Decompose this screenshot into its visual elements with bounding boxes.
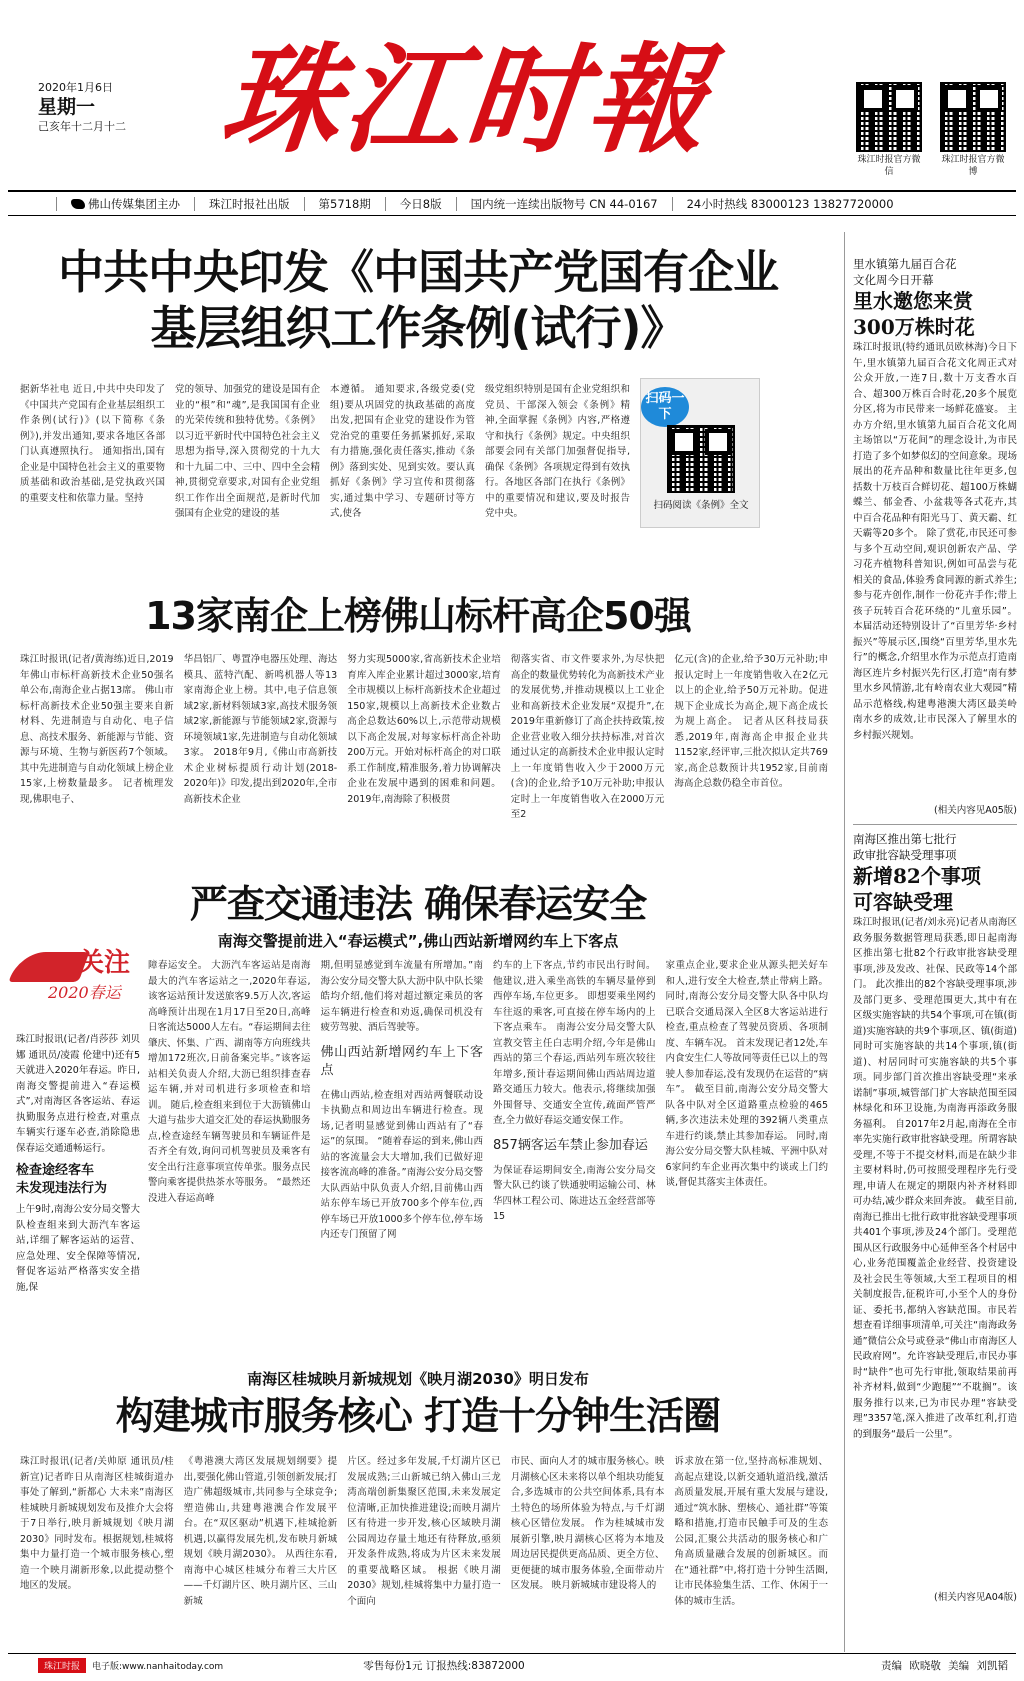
sidebar-kicker: 政审批容缺受理事项 xyxy=(853,848,957,862)
footer xyxy=(8,1653,1016,1677)
logo-subtitle: 2020春运 xyxy=(48,983,121,1002)
sidebar-kicker: 文化周今日开幕 xyxy=(853,273,934,287)
article3-headline[interactable]: 严查交通违法 确保春运安全 xyxy=(189,882,647,926)
sidebar-kicker: 南海区推出第七批行 xyxy=(853,832,957,846)
article-column: 约车的上下客点,节约市民出行时间。他建议,进入乘坐高铁的车辆尽量停到西停车场,车位更多。 即想要乘坐网约车往返的乘客,可直接在停车场内的上下客点乘车。 南海公安分局交警大队宣教交管主任白志明介绍,今年是佛山西站的第三个春运,西站列车班次较往年增多,预计春运期间佛山西站周边道路交通压力较大。他表示,将继续加强外围督导、交通安全宣传,疏面严管严查,全力做好春运交通安保工作。 xyxy=(493,960,656,1126)
qr-code-icon xyxy=(856,82,922,152)
article3-left-column xyxy=(16,1032,140,1295)
article4-subheadline: 南海区桂城映月新城规划《映月湖2030》明日发布 xyxy=(247,1370,589,1388)
article2-headline[interactable]: 13家南企上榜佛山标杆高企50强 xyxy=(145,594,691,638)
sidebar-story-2[interactable] xyxy=(853,824,1017,1603)
hotline: 24小时热线 83000123 13827720000 xyxy=(686,196,894,211)
qr-label: 珠江时报官方微博 xyxy=(941,155,1005,177)
headline-line: 中共中央印发《中国共产党国有企业 xyxy=(58,245,778,299)
article-column: 上午9时,南海公安分局交警大队检查组来到大沥汽车客运站,详细了解客运站的运营、应急处理、安全保障等情况,督促客运站严格落实安全措施,保 xyxy=(16,1204,140,1293)
weibo-qr[interactable] xyxy=(938,82,1008,178)
article1-headline[interactable] xyxy=(8,244,828,356)
article-column: 珠江时报讯(记者/关帅原 通讯员/桂新宣)记者昨日从南海区桂城街道办事处了解到,“新都心 大未来”南海区桂城映月新城规划发布及推介大会将于7日举行,映月新城规划《映月湖2030》同时发布。根据规划,桂城将集中力量打造一个城市服务核心,塑造一个映月湖新形象,以此提动整个地区的发展。 xyxy=(20,1456,174,1591)
article-column-group xyxy=(493,958,656,1338)
article-column: 亿元(含)的企业,给予30万元补助;申报认定时上一年度销售收入在2亿元以上的企业,给予50万元补助。促进规下企业成长为高企,规下高企成长为规上高企。 记者从区科技局获悉,2019年,南海高企申报企业共1152家,经评审,三批次拟认定共769家,高企总数预计共1952家,目前南海高企总数仍稳全市首位。 xyxy=(674,654,828,789)
media-group-logo-icon xyxy=(71,199,85,209)
article4-body xyxy=(20,1454,828,1622)
article-column: 市民、面向人才的城市服务核心。映月湖核心区未来将以单个组块功能复合,多选城市的公共空间体系,具有本土特色的场所体验为特点,与千灯湖核心区错位发展。 作为桂城城市发展新引擎,映月湖核心区将为本地及周边居民提供更高品质、更全方位、更便捷的城市服务体验,全面带动片区发展。 映月新城城市建设将人的 xyxy=(510,1456,665,1591)
info-bar xyxy=(8,190,1016,216)
article3-subheadline: 南海交警提前进入“春运模式”,佛山西站新增网约车上下客点 xyxy=(217,932,619,950)
article-column-group xyxy=(321,958,484,1338)
issue-number: 第5718期 xyxy=(305,197,386,211)
epaper-link[interactable]: 电子版:www.nanhaitoday.com xyxy=(92,1662,224,1672)
qr-label: 珠江时报官方微信 xyxy=(857,155,921,177)
qr-code-icon xyxy=(940,82,1006,152)
sponsor: 佛山传媒集团主办 xyxy=(88,196,180,211)
article-column: 本遵循。 通知要求,各级党委(党组)要从巩固党的执政基础的高度出发,把国有企业党的建设作为管党治党的重要任务抓紧抓好,采取有力措施,强化责任落实,推动《条例》落到实处、见到实效。要认真抓好《条例》学习宣传和贯彻落实,通过集中学习、专题研讨等方式,使各 xyxy=(330,384,475,519)
article-column: 期,但明显感觉到车流量有所增加。”南海公安分局交警大队大沥中队中队长梁皓均介绍,他们将对超过额定乘员的客运车辆进行检查和劝返,确保司机没有疲劳驾驶、酒后驾驶等。 xyxy=(320,960,483,1033)
sidebar-body: 珠江时报讯(特约通讯员欧林海)今日下午,里水镇第九届百合花文化周正式对公众开放,一连7日,数十万支香水百合、超300万株百合时花,20多个展览分区,将为市民带来一场鲜花盛宴。 主办方介绍,里水镇第九届百合花文化周主场馆以“万花间”的理念设计,为市民打造了多个如梦似幻的空间意象。现场展出的花卉品种和数量比往年更多,包括数十万枝百合鲜切花、超100万株蝴蝶兰、郁金香、小盆栽等各式花卉,其中百合花品种有阳光马丁、黄天霸、红天霸等20多个。 除了赏花,市民还可参与多个互动空间,观识创新农产品、学习花卉植物科普知识,例如可品尝与花相关的食品,体验秀食同源的新式养生;参与花卉创作,制作一份花卉手作;带上孩子玩转百合花环绕的“儿童乐园”。 本届活动还特别设计了“百里芳华·乡村振兴”等展示区,围绕“百里芳华,里水先行”的概念,介绍里水作为示范点打造南海区连片乡村振兴先行区,打造“南有梦里水乡风情游,北有岭南农业大观园”精品示范格线,构建粤港澳大湾区最美岭南水乡的成效,让市民深入了解里水的乡村振兴规划。 xyxy=(853,342,1017,741)
article1-qr-box[interactable] xyxy=(640,378,760,528)
sidebar-story-1[interactable] xyxy=(853,256,1017,816)
article-column: 为保证春运期间安全,南海公安分局交警大队已约谈了铁通驶明运输公司、林华四林工程公司、陈进达五金经营部等15 xyxy=(493,1164,656,1222)
article-column: 级党组织特别是国有企业党组织和党员、干部深入领会《条例》精神,全面掌握《条例》内容,严格遵守和执行《条例》规定。中央组织部要会同有关部门加强督促指导,确保《条例》各项规定得到有效执行。各地区各部门在执行《条例》中的重要情况和建议,要及时报告党中央。 xyxy=(485,384,630,519)
article-column: 珠江时报讯(记者/肖莎莎 刘贝娜 通讯员/凌霞 伦建中)还有5天就进入2020年春运。昨日,南海交警提前进入“春运模式”,对南海区各客运站、春运执勤服务点进行检查,对重点车辆实行逐车必查,消除隐患保春运交通通畅运行。 xyxy=(16,1034,140,1154)
logo-title: 关注 xyxy=(78,948,131,978)
chunyun-logo xyxy=(8,936,140,1020)
sidebar-ref: (相关内容见A05版) xyxy=(934,805,1017,816)
article1-body xyxy=(20,382,630,534)
sidebar-ref: (相关内容见A04版) xyxy=(934,1592,1017,1603)
article4-headline[interactable]: 构建城市服务核心 打造十分钟生活圈 xyxy=(115,1394,721,1438)
price-info: 零售每份1元 订报热线:83872000 xyxy=(363,1660,525,1672)
cn-number: 国内统一连续出版物号 CN 44-0167 xyxy=(457,197,673,211)
sidebar-title: 300万株时花 xyxy=(853,315,975,339)
sidebar-title: 里水邀您来赏 xyxy=(853,289,973,313)
section-subhead: 857辆客运车禁止参加春运 xyxy=(493,1137,648,1153)
article-column: 片区。经过多年发展,千灯湖片区已发展成熟;三山新城已纳入佛山三龙湾高端创新集聚区范围,未来发展定位清晰,正加快推进建设;而映月湖片区有待进一步开发,核心区域映月湖公园周边存量土地还有待释放,亟须开发条件成熟,将成为片区未来发展的重要战略区域。 根据《映月湖2030》规划,桂城将集中力量打造一个面向 xyxy=(347,1456,501,1607)
article-column: 党的领导、加强党的建设是国有企业的“根”和“魂”,是我国国有企业的光荣传统和独特优势。《条例》以习近平新时代中国特色社会主义思想为指导,深入贯彻党的十九大和十九届二中、三中、四中全会精神,贯彻党章要求,对国有企业党组织工作作出全面规范,是新时代加强国有企业党的建设的基 xyxy=(175,384,320,519)
article-column: 在佛山西站,检查组对西站两餐联动设卡执勤点和周边出车辆进行检查。现场,记者明显感觉到佛山西站有了“春运”的氛围。 “随着春运的到来,佛山西站的客流量会大大增加,我们已做好迎接客流高峰的准备。”南海公安分局交警大队西站中队负责人介绍,目前佛山西站东停车场已开放700多个停车位,西停车场已开放1000多个停车位,停车场内还专门预留了网 xyxy=(320,1089,483,1240)
date-block xyxy=(38,80,198,134)
sidebar-title: 可容缺受理 xyxy=(853,890,953,914)
scan-bubble: 扫码一下 xyxy=(641,387,689,427)
footer-tag: 珠江时报 xyxy=(38,1658,86,1673)
article3-body xyxy=(148,958,828,1338)
subhead-line: 检查途经客车 xyxy=(16,1163,95,1178)
section-subhead xyxy=(16,1162,140,1198)
sponsor-cell xyxy=(56,197,195,211)
sidebar-title: 新增82个事项 xyxy=(853,864,981,888)
editors: 责编 欧晓敬 美编 刘凯韬 xyxy=(880,1660,1008,1672)
article-column: 珠江时报讯(记者/黄海练)近日,2019年佛山市标杆高新技术企业50强名单公布,南海企业占据13席。 佛山市标杆高新技术企业50强主要来自新材料、先进制造与自动化、电子信息、高技术服务、新能源与节能、资源与环境、生物与新医药7个领域。其中先进制造与自动化领域上榜企业15家,上榜数量最多。 记者梳理发现,佛职电子、 xyxy=(20,654,174,805)
publisher: 珠江时报社出版 xyxy=(195,197,305,211)
article-column: 据新华社电 近日,中共中央印发了《中国共产党国有企业基层组织工作条例(试行)》(以下简称《条例》),并发出通知,要求各地区各部门认真遵照执行。 通知指出,国有企业是中国特色社会主义的重要物质基础和政治基础,是党执政兴国的重要支柱和依靠力量。坚持 xyxy=(20,384,165,504)
article2-body xyxy=(20,652,828,828)
article-column: 努力实现5000家,省高新技术企业培育库入库企业累计超过3000家,培育全市规模以上标杆高新技术企业超过150家,规模以上高新技术企业数占高企总数达60%以上,示范带动规模以下高企发展,对每家标杆高企补助200万元。开始对标杆高企的对口联系工作制度,精准服务,着力协调解决企业在发展中遇到的困难和问题。 2019年,南海除了积极贯 xyxy=(347,654,501,805)
sidebar-body: 珠江时报讯(记者/刘永亮)记者从南海区政务服务数据管理局获悉,即日起南海区推出第七批82个行政审批容缺受理事项,涉及发改、社保、民政等14个部门。 此次推出的82个容缺受理事项,涉及部门更多、受理范围更大,其中有在区级实施容缺的共54个事项,可在镇(街道)实施容缺的共9个事项,区、镇(街道)同时可实施容缺的共14个事项,镇(街道)、村居同时可实施容缺的共5个事项。同步部门首次推出容缺受理“来承诺制”事项,城管部门扩大容缺范围至园林绿化和环卫设施,为南海再添政务服务福利。 自2017年2月起,南海在全市率先实施行政审批容缺受理。所谓容缺受理,不等于不提交材料,而是在缺少非主要材料时,仍可按照受理程序先行受理,申请人在规定的期限内补齐材料即可办结,减少群众来回奔波。 截至目前,南海已推出七批行政审批容缺受理事项共401个事项,涉及24个部门。受理范围从区行政服务中心延伸至各个村居中心,业务范围覆盖企业经营、投资建设及社会民生等领域,大至工程项目的相关制度报告,征税许可,小至个人的身份证、委托书,都纳入容缺范围。市民若想查看详细事项清单,可关注“南海政务通”微信公众号或登录“佛山市南海区人民政府网”。允许容缺受理后,市民办事时“缺件”也可先行审批,领取结果前再补齐材料,做到“少跑腿”“不耽搁”。该服务推行以来,已为市民办理“容缺受理”3357笔,深入推进了改革红利,打造的到服务“最后一公里”。 xyxy=(853,917,1017,1440)
section-subhead: 佛山西站新增网约车上下客点 xyxy=(320,1044,483,1078)
sidebar xyxy=(844,232,1016,1652)
newspaper-logo: 珠江时報 xyxy=(214,30,718,169)
qr-caption: 扫码阅读《条例》全文 xyxy=(653,500,749,511)
lunar-date: 己亥年十二月十二 xyxy=(38,120,126,133)
article-column: 彻落实省、市文件要求外,为尽快把高企的数量优势转化为高新技术产业的发展优势,并推动规模以上工业企业和高新技术企业发展“双提升”,在2019年重新修订了高企扶持政策,按企业营业收入细分扶持标准,对首次通过认定的高新技术企业申报认定时上一年度销售收入少于2000万元(含)的企业,给予10万元补助;申报认定时上一年度销售收入在2000万元至2 xyxy=(510,654,665,820)
sidebar-kicker: 里水镇第九届百合花 xyxy=(853,257,957,271)
article-column: 障春运安全。 大沥汽车客运站是南海最大的汽车客运站之一,2020年春运,该客运站预计发送旅客9.5万人次,客运高峰预计出现在1月17日至20日,高峰日客流达5000人左右。“春运期间去往肇庆、怀集、广西、湖南等方向班线共增加172班次,日前备案完毕。”该客运站相关负责人介绍,大沥已组织排查春运车辆,并对司机进行多项检查和培训。 随后,检查组来到位于大沥镇佛山大道与盐步大道交汇处的春运执勤服务点,检查途经车辆驾驶员和车辆证件是否齐全有效,询问司机驾驶员及乘客有安全出行注意事项宣传单张。服务点民警向乘客提供热茶水等服务。 “最然还没进入春运高峰 xyxy=(148,960,311,1204)
issue-date: 2020年1月6日 xyxy=(38,81,113,94)
article-column: 家重点企业,要求企业从源头把关好车和人,进行安全大检查,禁止带病上路。 同时,南海公安分局交警大队各中队均已联合交通局深入全区8大客运站进行检查,重点检查了驾驶员资质、各项制度、车辆车况。 首末发现记者12处,车内食安生仁人等故同等责任已以上的驾驶人参加春运,没有发现仍在运营的“病车”。 截至目前,南海公安分局交警大队各中队对全区道路重点检验的465辆,多次违法未处理的392辆八类重点车进行约谈,禁止其参加春运。 同时,南海公安分局交警大队桂城、平洲中队对6家问约车企业再次集中约谈或上门约谈,督促其落实主体责任。 xyxy=(665,960,828,1188)
headline-line: 基层组织工作条例(试行)》 xyxy=(150,301,686,355)
page-count: 今日8版 xyxy=(386,197,457,211)
article-column: 《粤港澳大湾区发展规划纲要》提出,要强化佛山管道,引领创新发展;打造广佛超级城市,共同参与全球竞争;塑造佛山,共建粤港澳合作发展平台。在“双区驱动”机遇下,桂城抢新机遇,以赢得发展先机,发布映月新城规划《映月湖2030》。 从西往东看,南海中心城区桂城分布着三大片区——千灯湖片区、映月湖片区、三山新城 xyxy=(183,1456,338,1607)
issue-weekday: 星期一 xyxy=(38,96,96,118)
qr-code-icon xyxy=(667,425,735,493)
article-column: 诉求放在第一位,坚持高标准规划、高起点建设,以新交通轨道沿线,激活高质量发展,开展有重大发展与建设,通过“筑水脉、塑核心、通社群”等策略和措施,打造市民触手可及的生态公园,汇聚公共活动的服务核心和广角高质量融合发展的创新城区。而在“通社群”中,将打造十分钟生活圈,让市民体验集生活、工作、休闲于一体的城市生活。 xyxy=(674,1456,828,1607)
subhead-line: 未发现违法行为 xyxy=(16,1181,108,1196)
article-column: 华昌铝厂、粤置净电器压处理、海达模具、蓝特汽配、新鸣机器人等13家南海企业上榜。其中,电子信息领域2家,新材料领域3家,高技术服务领域2家,新能源与节能领域2家,资源与环境领域1家,先进制造与自动化领域3家。 2018年9月,《佛山市高新技术企业树标提质行动计划(2018-2020年)》印发,提出到2020年,全市高新技术企业 xyxy=(183,654,338,805)
wechat-qr[interactable] xyxy=(854,82,924,178)
